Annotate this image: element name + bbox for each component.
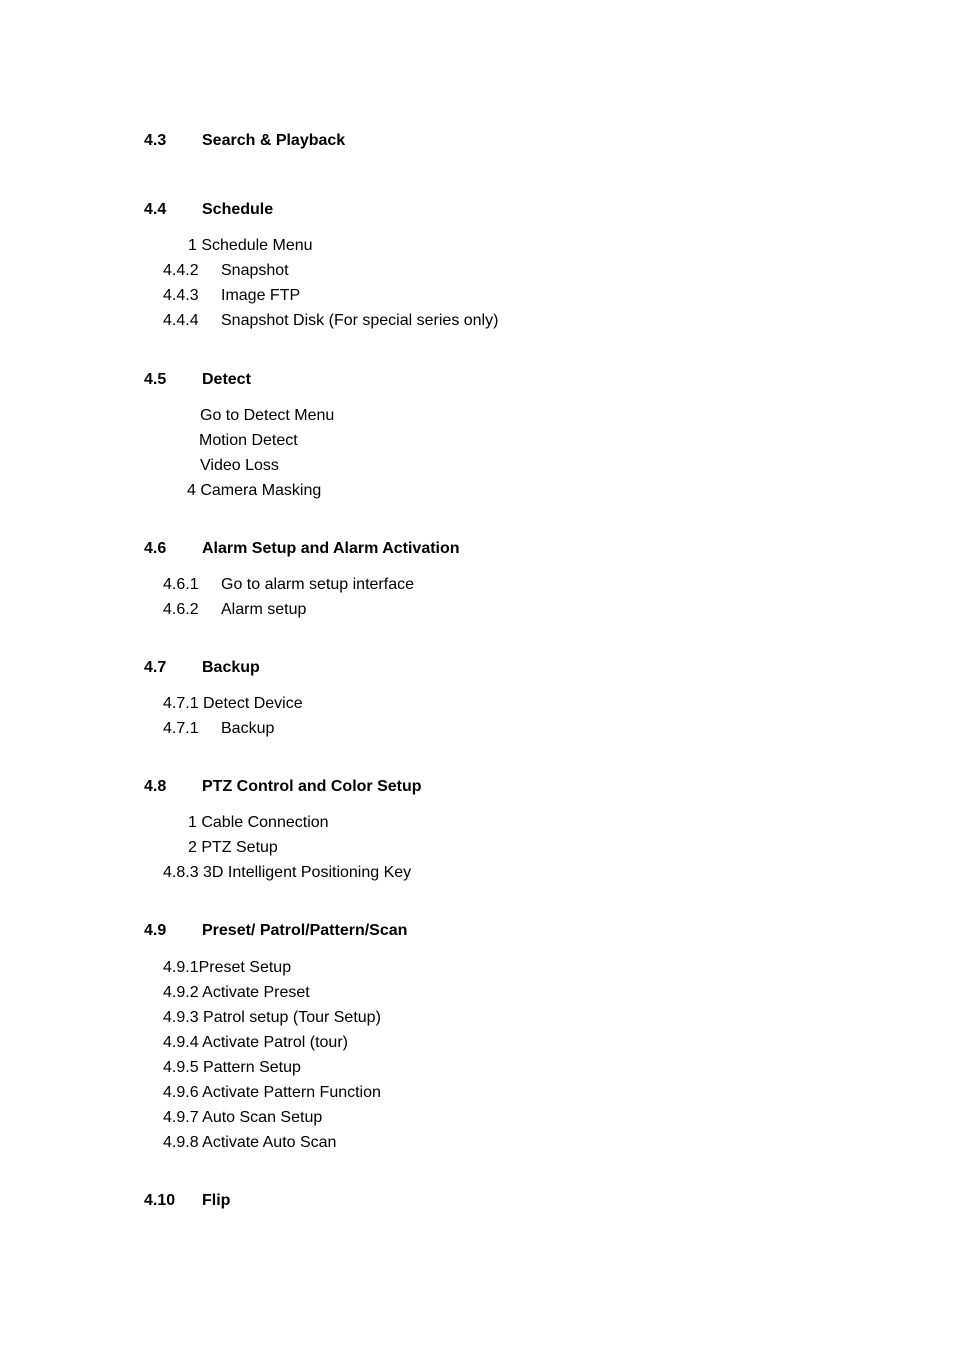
toc-entry (163, 719, 275, 779)
toc-entry: 4.9.8 Activate Auto Scan (163, 1134, 337, 1151)
section-heading-4-10 (144, 1191, 231, 1251)
section-number: 4.10 (144, 1192, 176, 1209)
section-title: Detect (202, 371, 251, 388)
section-heading-4-3 (144, 131, 346, 191)
entry-number: 4.6.2 (163, 601, 199, 618)
section-number: 4.8 (144, 778, 167, 795)
section-number: 4.3 (144, 132, 167, 149)
section-heading-4-5 (144, 370, 251, 430)
entry-number: 4.4.3 (163, 287, 199, 304)
toc-entry: 4.9.5 Pattern Setup (163, 1059, 301, 1076)
toc-entry: 4.9.4 Activate Patrol (tour) (163, 1034, 348, 1051)
toc-entry: 1 Cable Connection (188, 814, 329, 831)
section-number: 4.7 (144, 659, 167, 676)
entry-title: Alarm setup (221, 601, 307, 618)
entry-number: 4.4.4 (163, 312, 199, 329)
toc-entry: 4.8.3 3D Intelligent Positioning Key (163, 864, 412, 881)
entry-title: Backup (221, 720, 275, 737)
section-title: Preset/ Patrol/Pattern/Scan (202, 922, 408, 939)
toc-entry: 4.9.7 Auto Scan Setup (163, 1109, 323, 1126)
entry-number: 4.4.2 (163, 262, 199, 279)
section-number: 4.5 (144, 371, 167, 388)
section-title: Flip (202, 1192, 231, 1209)
toc-entry (163, 600, 307, 660)
section-number: 4.6 (144, 540, 167, 557)
toc-entry: 4 Camera Masking (187, 482, 322, 499)
entry-title: Snapshot Disk (For special series only) (221, 312, 499, 329)
toc-entry: Motion Detect (199, 432, 298, 449)
toc-entry: Video Loss (200, 457, 279, 474)
entry-title: Snapshot (221, 262, 289, 279)
entry-number: 4.6.1 (163, 576, 199, 593)
toc-entry: 4.7.1 Detect Device (163, 695, 303, 712)
entry-title: Go to alarm setup interface (221, 576, 414, 593)
toc-entry: 1 Schedule Menu (188, 237, 313, 254)
section-number: 4.4 (144, 201, 167, 218)
toc-entry: 4.9.2 Activate Preset (163, 984, 310, 1001)
toc-entry: 4.9.3 Patrol setup (Tour Setup) (163, 1009, 381, 1026)
entry-title: Image FTP (221, 287, 301, 304)
section-title: PTZ Control and Color Setup (202, 778, 422, 795)
section-title: Backup (202, 659, 260, 676)
toc-entry: 2 PTZ Setup (188, 839, 278, 856)
toc-entry: 4.9.1Preset Setup (163, 959, 292, 976)
section-title: Search & Playback (202, 132, 346, 149)
toc-entry: 4.9.6 Activate Pattern Function (163, 1084, 381, 1101)
section-number: 4.9 (144, 922, 167, 939)
toc-entry: Go to Detect Menu (200, 407, 335, 424)
section-title: Schedule (202, 201, 274, 218)
toc-entry (163, 311, 499, 371)
entry-number: 4.7.1 (163, 720, 199, 737)
section-title: Alarm Setup and Alarm Activation (202, 540, 460, 557)
